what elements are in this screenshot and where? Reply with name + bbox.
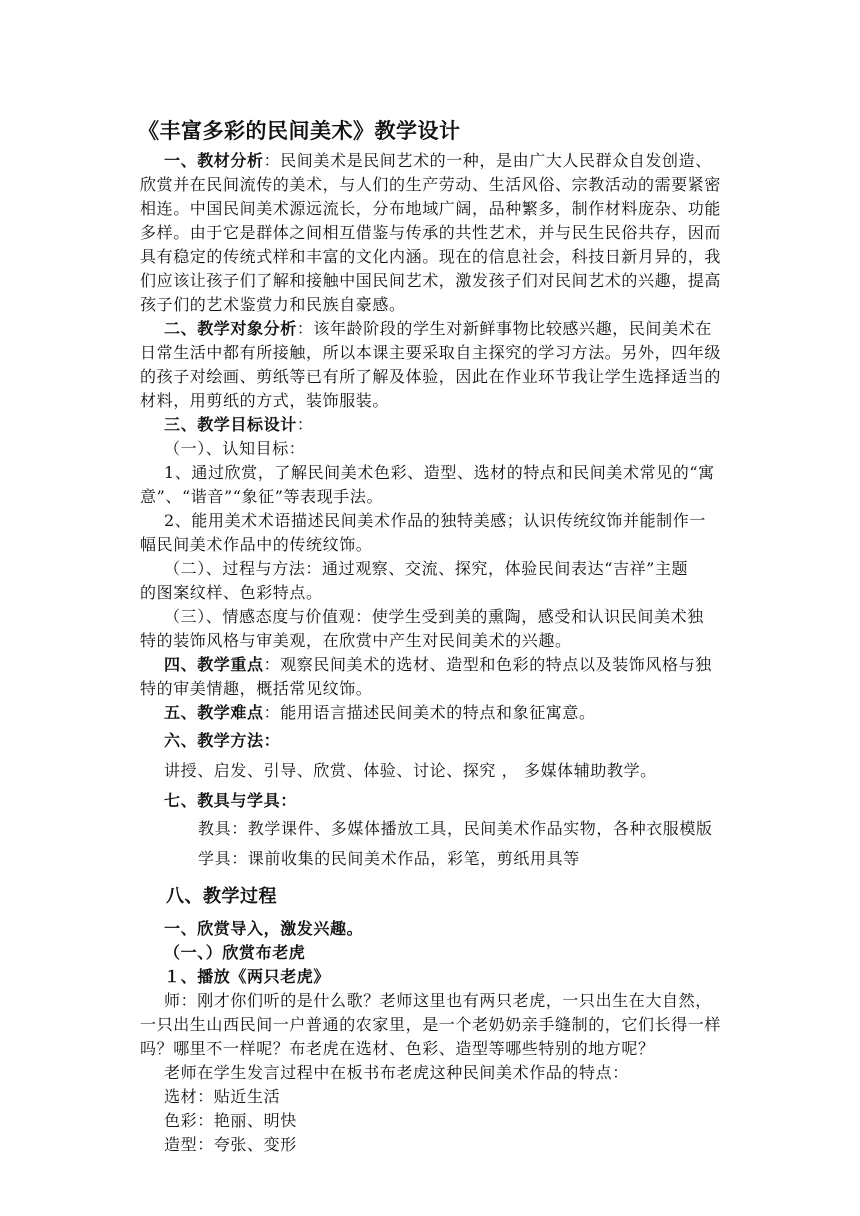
s1-line-3: 相连。中国民间美术源远流长，分布地域广阔，品种繁多，制作材料庞杂、功能: [140, 199, 722, 218]
s4-line-1: [164, 654, 712, 676]
s8-para-1: 师：刚才你们听的是什么歌？老师这里也有两只老虎，一只出生在大自然，: [164, 991, 712, 1010]
s2-line-4: 材料，用剪纸的方式，装饰服装。: [140, 391, 390, 410]
s2-text-1: ：该年龄阶段的学生对新鲜事物比较感兴趣，民间美术在: [296, 319, 712, 338]
s3-goal2-b: 幅民间美术作品中的传统纹饰。: [140, 535, 373, 554]
s8-item1: [164, 966, 330, 988]
s8-sub1: [164, 942, 305, 964]
s2-label: 二、教学对象分析: [164, 319, 297, 338]
s5-label: 五、教学难点: [164, 703, 264, 722]
s7-line-1: 教具：教学课件、多媒体播放工具，民间美术作品实物，各种衣服模版: [198, 819, 713, 838]
s8-feature-color: 色彩：艳丽、明快: [164, 1111, 297, 1130]
s6-heading: [164, 730, 280, 752]
s8-feature-shape: 造型：夸张、变形: [164, 1135, 297, 1154]
s4-line-2: 特的审美情趣，概括常见纹饰。: [140, 679, 373, 698]
s8-para-2: 一只出生山西民间一户普通的农家里，是一个老奶奶亲手缝制的，它们长得一样: [140, 1015, 722, 1034]
s8-sub1-text: （一、）欣赏布老虎: [164, 943, 306, 962]
s3-goal1-a: 1、通过欣赏，了解民间美术色彩、造型、选材的特点和民间美术常见的“寓: [164, 463, 715, 482]
s3-colon: ：: [296, 415, 314, 434]
s1-line-4: 多样。由于它是群体之间相互借鉴与传承的共性艺术，并与民生民俗共存，因而: [140, 223, 722, 242]
s3-sub2-b: 的图案纹样、色彩特点。: [140, 583, 323, 602]
s8-heading: 八、教学过程: [166, 886, 277, 907]
s4-label: 四、教学重点: [164, 655, 264, 674]
s8-item1-text: １、播放《两只老虎》: [164, 967, 331, 986]
s6-line-1: 讲授、启发、引导、欣赏、体验、讨论、探究 ， 多媒体辅助教学。: [164, 761, 657, 780]
s3-label: 三、教学目标设计: [164, 415, 297, 434]
s5-line-1: [164, 702, 596, 724]
s2-line-2: 日常生活中都有所接触，所以本课主要采取自主探究的学习方法。另外，四年级: [140, 343, 722, 362]
s3-goal1-b: 意”、“谐音”“象征”等表现手法。: [140, 487, 384, 506]
s1-line-7: 孩子们的艺术鉴赏力和民族自豪感。: [140, 295, 406, 314]
s3-line-1: [164, 414, 313, 436]
s3-sub1: （一）、认知目标：: [164, 439, 306, 458]
s3-sub3-a: （三）、情感态度与价值观：使学生受到美的熏陶，感受和认识民间美术独: [164, 607, 704, 626]
s7-label: 七、教具与学具：: [164, 791, 297, 810]
s1-line-6: 们应该让孩子们了解和接触中国民间艺术，激发孩子们对民间艺术的兴趣，提高: [140, 271, 722, 290]
s1-text-1: ：民间美术是民间艺术的一种，是由广大人民群众自发创造、: [263, 151, 712, 170]
s6-label: 六、教学方法：: [164, 731, 281, 750]
s8-para-3: 吗？哪里不一样呢？布老虎在选材、色彩、造型等哪些特别的地方呢？: [140, 1039, 655, 1058]
s3-sub2-a: （二）、过程与方法：通过观察、交流、探究，体验民间表达“吉祥”主题: [164, 559, 689, 578]
s8-para-4: 老师在学生发言过程中在板书布老虎这种民间美术作品的特点：: [164, 1063, 629, 1082]
s1-line-5: 具有稳定的传统式样和丰富的文化内涵。现在的信息社会，科技日新月异的，我: [140, 247, 722, 266]
s8-feature-material: 选材：贴近生活: [164, 1087, 281, 1106]
s3-sub3-b: 特的装饰风格与审美观，在欣赏中产生对民间美术的兴趣。: [140, 631, 572, 650]
s7-line-2: 学具：课前收集的民间美术作品，彩笔，剪纸用具等: [198, 849, 580, 868]
s1-label: 一、教材分析: [164, 151, 264, 170]
s5-text-1: ：能用语言描述民间美术的特点和象征寓意。: [263, 703, 596, 722]
s8-step1-text: 一、欣赏导入，激发兴趣。: [164, 919, 364, 938]
s8-step1: [164, 918, 363, 940]
s2-line-3: 的孩子对绘画、剪纸等已有所了解及体验，因此在作业环节我让学生选择适当的: [140, 367, 722, 386]
s3-goal2-a: 2、能用美术术语描述民间美术作品的独特美感；认识传统纹饰并能制作一: [164, 511, 706, 530]
s7-heading: [164, 790, 297, 812]
page-title: 《丰富多彩的民间美术》教学设计: [138, 118, 461, 143]
s2-line-1: [164, 318, 712, 340]
s1-line-2: 欣赏并在民间流传的美术，与人们的生产劳动、生活风俗、宗教活动的需要紧密: [140, 175, 722, 194]
s1-line-1: [164, 150, 712, 172]
s4-text-1: ：观察民间美术的选材、造型和色彩的特点以及装饰风格与独: [263, 655, 712, 674]
